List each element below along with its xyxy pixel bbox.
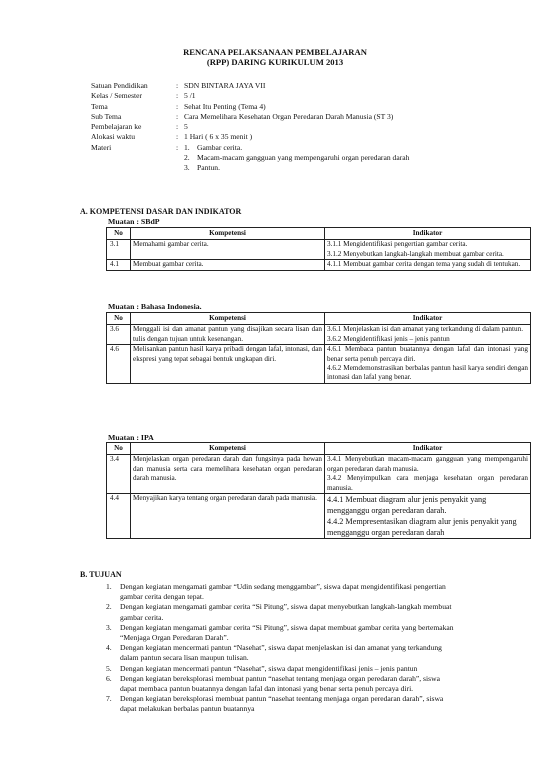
cell-no: 3.6	[107, 325, 131, 345]
sbdp-title: Muatan : SBdP	[108, 217, 160, 226]
cell-indikator: 3.6.1 Menjelaskan isi dan amanat yang terkandung di dalam pantun. 3.6.2 Mengidentifikasi jenis – jenis pantun	[325, 325, 531, 345]
materi-row	[91, 143, 514, 174]
section-b-heading: B. TUJUAN	[80, 570, 122, 579]
info-label: Kelas / Semester	[91, 91, 143, 101]
info-value: 1 Hari ( 6 x 35 menit )	[184, 132, 253, 142]
info-colon: :	[176, 142, 179, 152]
goals-list	[106, 582, 456, 715]
header-indikator: Indikator	[325, 443, 531, 455]
info-value: 5	[184, 122, 188, 132]
table-header-row	[107, 313, 531, 325]
materi-item: 1. Gambar cerita.	[184, 142, 243, 152]
doc-subtitle: (RPP) DARING KURIKULUM 2013	[206, 57, 344, 67]
info-label: Satuan Pendidikan	[91, 81, 148, 90]
cell-no: 3.1	[107, 240, 131, 260]
table-row	[107, 325, 531, 345]
info-colon: :	[176, 91, 179, 101]
cell-indikator: 4.1.1 Membuat gambar cerita dengan tema yang sudah di tentukan.	[325, 260, 531, 270]
cell-no: 4.1	[107, 260, 131, 270]
header-kompetensi: Kompetensi	[131, 443, 325, 455]
list-item: 4. Dengan kegiatan mencermati pantun “Nasehat”, siswa dapat menjelaskan isi dan amanat yang terkandung dalam pantun secara lisan maupun tulisan.	[106, 643, 442, 663]
identity-block	[91, 81, 514, 174]
info-row	[91, 81, 514, 91]
table-row	[107, 494, 531, 539]
info-row	[91, 122, 514, 132]
cell-indikator: 3.1.1 Mengidentifikasi pengertian gambar cerita. 3.1.2 Menyebutkan langkah-langkah membuat gambar cerita.	[325, 240, 531, 260]
info-label: Sub Tema	[91, 111, 122, 121]
doc-title: RENCANA PELAKSANAAN PEMBELAJARAN	[183, 47, 367, 57]
materi-item: 3. Pantun.	[184, 163, 220, 173]
table-row	[107, 455, 531, 494]
info-label: Tema	[91, 101, 108, 111]
table-row	[107, 260, 531, 270]
header-kompetensi: Kompetensi	[131, 228, 325, 240]
section-a-heading: A. KOMPETENSI DASAR DAN INDIKATOR	[80, 207, 242, 216]
info-value: Cara Memelihara Kesehatan Organ Peredaran Darah Manusia (ST 3)	[184, 111, 394, 121]
sbdp-table	[106, 227, 531, 271]
info-label: Pembelajaran ke	[91, 122, 142, 132]
table-header-row	[107, 443, 531, 455]
info-value: SDN BINTARA JAYA VII	[184, 81, 266, 90]
table-row	[107, 240, 531, 260]
list-item: 3. Dengan kegiatan mengamati gambar cerita “Si Pitung”, siswa dapat membuat gambar cerita yang bertemakan “Menjaga Organ Peredaran Darah”.	[106, 622, 454, 643]
cell-kompetensi: Menggali isi dan amanat pantun yang disajikan secara lisan dan tulis dengan tujuan untuk kesenangan.	[131, 325, 325, 345]
info-colon: :	[176, 101, 179, 111]
bindo-title: Muatan : Bahasa Indonesia.	[108, 302, 202, 311]
info-row	[91, 102, 514, 112]
cell-kompetensi: Melisankan pantun hasil karya pribadi dengan lafal, intonasi, dan ekspresi yang tepat sebagai bentuk ungkapan diri.	[131, 345, 325, 384]
cell-kompetensi: Menyajikan karya tentang organ peredaran darah pada manusia.	[131, 494, 325, 539]
materi-item: 2. Macam-macam gangguan yang mempengaruhi organ peredaran darah	[184, 153, 410, 163]
info-colon: :	[176, 132, 179, 142]
info-row	[91, 132, 514, 142]
list-item: 1. Dengan kegiatan mengamati gambar “Udin sedang menggambar”, siswa dapat mengidentifikasi pengertian gambar cerita dengan tepat.	[106, 582, 446, 602]
cell-kompetensi: Menjelaskan organ peredaran darah dan fungsinya pada hewan dan manusia serta cara memelihara kesehatan organ peredaran darah manusia.	[131, 455, 325, 494]
cell-no: 3.4	[107, 455, 131, 494]
info-colon: :	[176, 81, 179, 90]
header-indikator: Indikator	[325, 228, 531, 240]
cell-indikator: 3.4.1 Menyebutkan macam-macam gangguan yang mempengaruhi organ peredaran darah manusia. 3.4.2 Menyimpulkan cara menjaga kesehatan organ peredaran manusia.	[325, 455, 531, 494]
info-value: 5 /1	[184, 91, 196, 101]
header-indikator: Indikator	[325, 313, 531, 325]
info-label: Alokasi waktu	[91, 132, 136, 142]
info-row	[91, 112, 514, 122]
info-row	[91, 91, 514, 101]
materi-label: Materi	[91, 142, 112, 152]
materi-list	[184, 143, 409, 174]
list-item: 2. Dengan kegiatan mengamati gambar cerita “Si Pitung”, siswa dapat menyebutkan langkah-langkah membuat gambar cerita.	[106, 602, 452, 622]
bindo-table	[106, 312, 531, 384]
header-no: No	[107, 443, 131, 455]
ipa-table	[106, 442, 531, 539]
cell-no: 4.4	[107, 494, 131, 539]
cell-no: 4.6	[107, 345, 131, 384]
list-item: 7. Dengan kegiatan bereksplorasi membuat pantun “nasehat teentang menjaga organ peredaran darah”, siswa dapat melakukan berbalas pantun buatannya	[106, 694, 444, 714]
header-no: No	[107, 228, 131, 240]
list-item: 6. Dengan kegiatan bereksplorasi membuat pantun “nasehat tentang menjaga organ peredaran darah”, siswa dapat membaca pantun buatannya dengan lafal dan intonasi yang benar serta penuh percaya diri.	[106, 673, 440, 694]
cell-indikator: 4.4.1 Membuat diagram alur jenis penyakit yang mengganggu organ peredaran darah. 4.4.2 Mempresentasikan diagram alur jenis penyakit yang mengganggu organ peredaran darah	[325, 494, 531, 539]
list-item: 5. Dengan kegiatan mencermati pantun “Nasehat”, siswa dapat mengidentifikasi jenis – jenis pantun	[106, 663, 418, 673]
ipa-title: Muatan : IPA	[108, 433, 154, 442]
header-no: No	[107, 313, 131, 325]
cell-kompetensi: Membuat gambar cerita.	[131, 260, 325, 270]
info-colon: :	[176, 122, 179, 132]
cell-indikator: 4.6.1 Membaca pantun buatannya dengan lafal dan intonasi yang benar serta penuh percaya diri. 4.6.2 Memdemonstrasikan berbalas pantun hasil karya sendiri dengan intonasi dan lafal yang benar.	[325, 345, 531, 384]
info-colon: :	[176, 111, 179, 121]
info-value: Sehat Itu Penting (Tema 4)	[184, 101, 266, 111]
table-row	[107, 345, 531, 384]
header-kompetensi: Kompetensi	[131, 313, 325, 325]
table-header-row	[107, 228, 531, 240]
cell-kompetensi: Memahami gambar cerita.	[131, 240, 325, 260]
